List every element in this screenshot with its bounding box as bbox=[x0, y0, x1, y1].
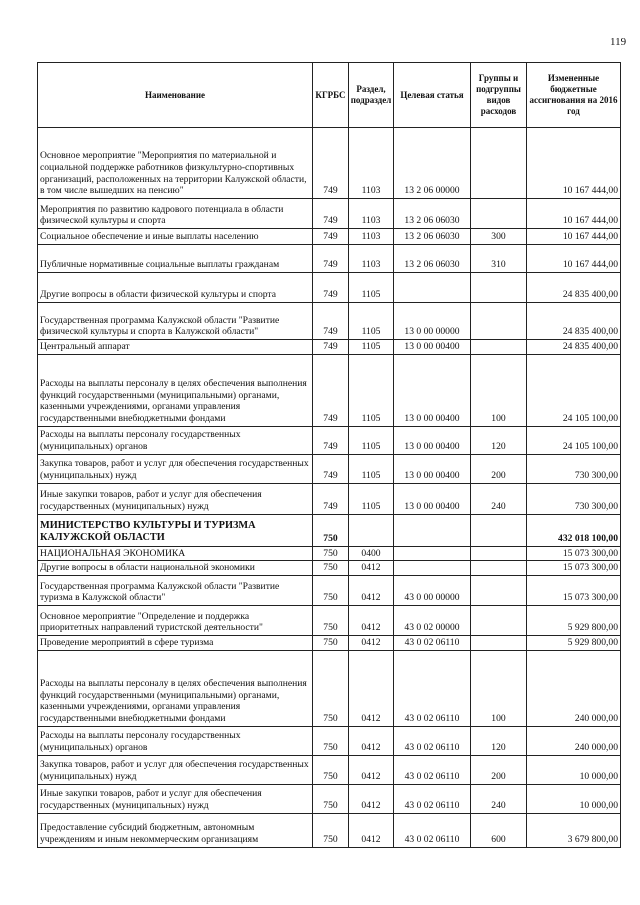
row-name: Иные закупки товаров, работ и услуг для обеспечения государственных (муниципальных) нужд bbox=[38, 784, 313, 813]
row-section: 1105 bbox=[349, 303, 394, 340]
row-group: 120 bbox=[471, 726, 527, 755]
table-row bbox=[38, 546, 621, 561]
row-group bbox=[471, 561, 527, 576]
row-grbs: 750 bbox=[313, 514, 349, 546]
row-target: 43 0 02 06110 bbox=[394, 755, 471, 784]
row-section: 1105 bbox=[349, 354, 394, 426]
row-amount: 24 105 100,00 bbox=[527, 426, 621, 454]
table-row bbox=[38, 273, 621, 303]
table-row bbox=[38, 454, 621, 483]
row-amount: 432 018 100,00 bbox=[527, 514, 621, 546]
row-grbs: 749 bbox=[313, 229, 349, 245]
row-target: 13 0 00 00400 bbox=[394, 426, 471, 454]
row-amount: 10 000,00 bbox=[527, 755, 621, 784]
row-group bbox=[471, 128, 527, 199]
table-row bbox=[38, 340, 621, 355]
table-row bbox=[38, 650, 621, 726]
table-row bbox=[38, 606, 621, 636]
table-row bbox=[38, 561, 621, 576]
row-amount: 24 105 100,00 bbox=[527, 354, 621, 426]
table-row bbox=[38, 784, 621, 813]
row-name: Проведение мероприятий в сфере туризма bbox=[38, 636, 313, 651]
row-amount: 10 167 444,00 bbox=[527, 229, 621, 245]
row-group bbox=[471, 636, 527, 651]
row-amount: 240 000,00 bbox=[527, 650, 621, 726]
row-group bbox=[471, 273, 527, 303]
row-name: Мероприятия по развитию кадрового потенциала в области физической культуры и спорта bbox=[38, 199, 313, 229]
row-amount: 24 835 400,00 bbox=[527, 273, 621, 303]
table-header-row bbox=[38, 63, 621, 128]
row-grbs: 749 bbox=[313, 354, 349, 426]
row-section: 0412 bbox=[349, 561, 394, 576]
row-section: 0412 bbox=[349, 755, 394, 784]
table-row bbox=[38, 354, 621, 426]
header-section: Раздел, подраздел bbox=[349, 63, 394, 128]
row-amount: 730 300,00 bbox=[527, 454, 621, 483]
row-grbs: 750 bbox=[313, 561, 349, 576]
row-target: 43 0 02 06110 bbox=[394, 650, 471, 726]
row-name: Основное мероприятие "Определение и поддержка приоритетных направлений туристской деятельности" bbox=[38, 606, 313, 636]
page-number: 119 bbox=[610, 36, 627, 48]
row-grbs: 750 bbox=[313, 755, 349, 784]
row-amount: 15 073 300,00 bbox=[527, 576, 621, 606]
row-grbs: 750 bbox=[313, 813, 349, 847]
row-section: 0412 bbox=[349, 606, 394, 636]
row-amount: 15 073 300,00 bbox=[527, 546, 621, 561]
row-group: 310 bbox=[471, 245, 527, 273]
table-row bbox=[38, 726, 621, 755]
row-target: 43 0 00 00000 bbox=[394, 576, 471, 606]
row-name: Закупка товаров, работ и услуг для обеспечения государственных (муниципальных) нужд bbox=[38, 755, 313, 784]
row-amount: 10 167 444,00 bbox=[527, 128, 621, 199]
row-grbs: 750 bbox=[313, 784, 349, 813]
table-row bbox=[38, 303, 621, 340]
row-grbs: 750 bbox=[313, 546, 349, 561]
row-name: Расходы на выплаты персоналу государственных (муниципальных) органов bbox=[38, 426, 313, 454]
row-section: 1103 bbox=[349, 128, 394, 199]
header-amount: Измененные бюджетные ассигнования на 2016 год bbox=[527, 63, 621, 128]
row-grbs: 749 bbox=[313, 340, 349, 355]
row-section: 1105 bbox=[349, 340, 394, 355]
row-grbs: 750 bbox=[313, 606, 349, 636]
row-section: 1105 bbox=[349, 426, 394, 454]
row-section: 1103 bbox=[349, 199, 394, 229]
row-amount: 10 167 444,00 bbox=[527, 245, 621, 273]
row-amount: 24 835 400,00 bbox=[527, 340, 621, 355]
table-row bbox=[38, 426, 621, 454]
table-row bbox=[38, 636, 621, 651]
table-row bbox=[38, 813, 621, 847]
row-grbs: 750 bbox=[313, 726, 349, 755]
row-group bbox=[471, 303, 527, 340]
row-target: 43 0 02 06110 bbox=[394, 813, 471, 847]
row-name: Расходы на выплаты персоналу государственных (муниципальных) органов bbox=[38, 726, 313, 755]
row-name: Иные закупки товаров, работ и услуг для обеспечения государственных (муниципальных) нужд bbox=[38, 483, 313, 514]
row-section: 0412 bbox=[349, 784, 394, 813]
row-grbs: 749 bbox=[313, 454, 349, 483]
row-name: Предоставление субсидий бюджетным, автономным учреждениям и иным некоммерческим организациям bbox=[38, 813, 313, 847]
row-grbs: 749 bbox=[313, 199, 349, 229]
row-group: 240 bbox=[471, 784, 527, 813]
row-grbs: 749 bbox=[313, 426, 349, 454]
row-section bbox=[349, 514, 394, 546]
row-section: 1105 bbox=[349, 454, 394, 483]
row-grbs: 750 bbox=[313, 636, 349, 651]
table-row bbox=[38, 245, 621, 273]
header-grbs: КГРБС bbox=[313, 63, 349, 128]
row-group bbox=[471, 340, 527, 355]
row-group: 100 bbox=[471, 354, 527, 426]
row-section: 1105 bbox=[349, 273, 394, 303]
row-target: 13 2 06 06030 bbox=[394, 199, 471, 229]
row-target: 13 2 06 06030 bbox=[394, 245, 471, 273]
row-group: 100 bbox=[471, 650, 527, 726]
table-row bbox=[38, 483, 621, 514]
row-group: 120 bbox=[471, 426, 527, 454]
table-row bbox=[38, 229, 621, 245]
row-grbs: 749 bbox=[313, 128, 349, 199]
row-name: Расходы на выплаты персоналу в целях обеспечения выполнения функций государственными (муниципальными) органами, казенными учреждениями, органами управления государственными внебюджетными фондами bbox=[38, 650, 313, 726]
row-target: 43 0 02 06110 bbox=[394, 636, 471, 651]
row-amount: 24 835 400,00 bbox=[527, 303, 621, 340]
row-section: 0412 bbox=[349, 636, 394, 651]
row-grbs: 749 bbox=[313, 245, 349, 273]
header-target: Целевая статья bbox=[394, 63, 471, 128]
row-amount: 730 300,00 bbox=[527, 483, 621, 514]
row-group bbox=[471, 576, 527, 606]
row-group bbox=[471, 606, 527, 636]
row-section: 0412 bbox=[349, 650, 394, 726]
row-name: Другие вопросы в области национальной экономики bbox=[38, 561, 313, 576]
row-target: 43 0 02 00000 bbox=[394, 606, 471, 636]
row-target bbox=[394, 546, 471, 561]
row-target: 13 0 00 00400 bbox=[394, 483, 471, 514]
row-name: Основное мероприятие "Мероприятия по материальной и социальной поддержке работников физкультурно-спортивных организаций, расположенных на территории Калужской области, в том числе вышедших на пенсию" bbox=[38, 128, 313, 199]
row-group bbox=[471, 546, 527, 561]
row-section: 1103 bbox=[349, 229, 394, 245]
row-amount: 3 679 800,00 bbox=[527, 813, 621, 847]
row-group: 200 bbox=[471, 454, 527, 483]
row-group bbox=[471, 514, 527, 546]
table-row bbox=[38, 514, 621, 546]
row-grbs: 749 bbox=[313, 273, 349, 303]
row-amount: 240 000,00 bbox=[527, 726, 621, 755]
row-grbs: 749 bbox=[313, 303, 349, 340]
row-grbs: 749 bbox=[313, 483, 349, 514]
table-row bbox=[38, 199, 621, 229]
row-section: 1103 bbox=[349, 245, 394, 273]
row-target: 13 0 00 00400 bbox=[394, 340, 471, 355]
row-target: 13 2 06 00000 bbox=[394, 128, 471, 199]
row-target bbox=[394, 273, 471, 303]
table-row bbox=[38, 755, 621, 784]
row-group: 300 bbox=[471, 229, 527, 245]
row-name: Социальное обеспечение и иные выплаты населению bbox=[38, 229, 313, 245]
row-section: 0412 bbox=[349, 726, 394, 755]
row-target bbox=[394, 514, 471, 546]
row-group: 600 bbox=[471, 813, 527, 847]
row-name: Государственная программа Калужской области "Развитие физической культуры и спорта в Калужской области" bbox=[38, 303, 313, 340]
table-row bbox=[38, 576, 621, 606]
row-name: Центральный аппарат bbox=[38, 340, 313, 355]
row-target bbox=[394, 561, 471, 576]
row-target: 13 0 00 00000 bbox=[394, 303, 471, 340]
table-row bbox=[38, 128, 621, 199]
row-target: 13 2 06 06030 bbox=[394, 229, 471, 245]
row-name: МИНИСТЕРСТВО КУЛЬТУРЫ И ТУРИЗМА КАЛУЖСКОЙ ОБЛАСТИ bbox=[38, 514, 313, 546]
row-target: 13 0 00 00400 bbox=[394, 354, 471, 426]
row-amount: 10 167 444,00 bbox=[527, 199, 621, 229]
row-grbs: 750 bbox=[313, 576, 349, 606]
header-groups: Группы и подгруппы видов расходов bbox=[471, 63, 527, 128]
row-name: НАЦИОНАЛЬНАЯ ЭКОНОМИКА bbox=[38, 546, 313, 561]
row-name: Другие вопросы в области физической культуры и спорта bbox=[38, 273, 313, 303]
row-target: 43 0 02 06110 bbox=[394, 784, 471, 813]
row-section: 0412 bbox=[349, 576, 394, 606]
row-target: 13 0 00 00400 bbox=[394, 454, 471, 483]
budget-table bbox=[37, 62, 621, 848]
row-section: 0412 bbox=[349, 813, 394, 847]
header-name: Наименование bbox=[38, 63, 313, 128]
row-section: 0400 bbox=[349, 546, 394, 561]
row-group bbox=[471, 199, 527, 229]
row-name: Публичные нормативные социальные выплаты гражданам bbox=[38, 245, 313, 273]
row-grbs: 750 bbox=[313, 650, 349, 726]
row-name: Расходы на выплаты персоналу в целях обеспечения выполнения функций государственными (муниципальными) органами, казенными учреждениями, органами управления государственными внебюджетными фондами bbox=[38, 354, 313, 426]
row-amount: 5 929 800,00 bbox=[527, 606, 621, 636]
row-group: 200 bbox=[471, 755, 527, 784]
row-section: 1105 bbox=[349, 483, 394, 514]
row-amount: 10 000,00 bbox=[527, 784, 621, 813]
row-amount: 15 073 300,00 bbox=[527, 561, 621, 576]
row-name: Государственная программа Калужской области "Развитие туризма в Калужской области" bbox=[38, 576, 313, 606]
row-target: 43 0 02 06110 bbox=[394, 726, 471, 755]
row-name: Закупка товаров, работ и услуг для обеспечения государственных (муниципальных) нужд bbox=[38, 454, 313, 483]
row-group: 240 bbox=[471, 483, 527, 514]
row-amount: 5 929 800,00 bbox=[527, 636, 621, 651]
